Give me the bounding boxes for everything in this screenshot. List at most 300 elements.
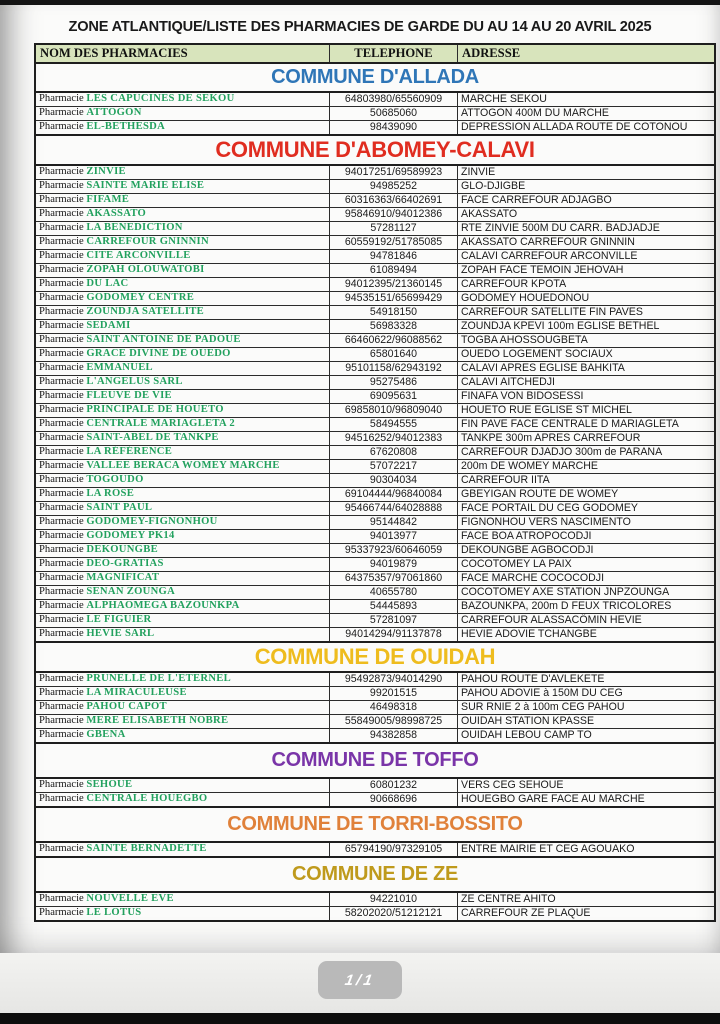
pharmacy-row <box>35 165 715 180</box>
pharmacy-address-cell: GLO-DJIGBE <box>458 180 716 194</box>
pharmacy-row <box>35 264 715 278</box>
pharmacy-name-cell <box>35 390 330 404</box>
pharmacy-prefix: Pharmacie <box>39 779 84 791</box>
pharmacy-name: DEKOUNGBE <box>86 544 158 556</box>
pharmacy-row <box>35 208 715 222</box>
pharmacy-name-cell <box>35 418 330 432</box>
pharmacy-name-cell <box>35 488 330 502</box>
pharmacy-row <box>35 194 715 208</box>
pharmacy-prefix: Pharmacie <box>39 418 84 430</box>
viewer-background <box>0 953 720 1013</box>
pharmacy-address-cell: HOUEGBO GARE FACE AU MARCHE <box>458 793 716 808</box>
pharmacy-address-cell: ZE CENTRE AHITO <box>458 892 716 907</box>
pharmacy-prefix: Pharmacie <box>39 600 84 612</box>
section-header-row <box>35 857 715 892</box>
photo-bottom-black-bar <box>0 1013 720 1024</box>
pharmacy-address-cell: FINAFA VON BIDOSESSI <box>458 390 716 404</box>
pharmacy-name-cell <box>35 544 330 558</box>
pharmacy-name: SEDAMI <box>86 320 131 332</box>
pharmacy-address-cell: CALAVI CARREFOUR ARCONVILLE <box>458 250 716 264</box>
section-header-row <box>35 135 715 165</box>
pharmacy-name-cell <box>35 892 330 907</box>
pharmacy-phone-cell: 95101158/62943192 <box>330 362 458 376</box>
pharmacy-row <box>35 348 715 362</box>
pharmacy-name-cell <box>35 729 330 744</box>
pharmacy-phone-cell: 60559192/51785085 <box>330 236 458 250</box>
pharmacy-phone-cell: 94516252/94012383 <box>330 432 458 446</box>
pharmacy-row <box>35 778 715 793</box>
pharmacy-phone-cell: 95846910/94012386 <box>330 208 458 222</box>
pharmacy-name: PRUNELLE DE L'ETERNEL <box>86 673 232 685</box>
pharmacy-name-cell <box>35 516 330 530</box>
pharmacy-name: EL-BETHESDA <box>86 121 166 133</box>
pharmacy-prefix: Pharmacie <box>39 292 84 304</box>
pharmacy-phone-cell: 65794190/97329105 <box>330 842 458 857</box>
section-title: COMMUNE D'ALLADA <box>271 66 479 88</box>
pharmacy-row <box>35 729 715 744</box>
section-title: COMMUNE DE TOFFO <box>271 749 479 771</box>
pharmacy-name-cell <box>35 432 330 446</box>
pharmacy-row <box>35 614 715 628</box>
pharmacy-name: ZINVIE <box>86 166 126 178</box>
pharmacy-address-cell: RTE ZINVIE 500M DU CARR. BADJADJE <box>458 222 716 236</box>
pharmacy-name-cell <box>35 320 330 334</box>
pharmacy-prefix: Pharmacie <box>39 306 84 318</box>
pharmacy-phone-cell: 94221010 <box>330 892 458 907</box>
pharmacy-address-cell: FIN PAVE FACE CENTRALE D MARIAGLETA <box>458 418 716 432</box>
pharmacy-prefix: Pharmacie <box>39 93 84 105</box>
pharmacy-phone-cell: 69104444/96840084 <box>330 488 458 502</box>
pharmacy-address-cell: FIGNONHOU VERS NASCIMENTO <box>458 516 716 530</box>
pharmacy-row <box>35 672 715 687</box>
pharmacy-phone-cell: 90668696 <box>330 793 458 808</box>
pharmacy-name: CARREFOUR GNINNIN <box>86 236 209 248</box>
pharmacy-phone-cell: 55849005/98998725 <box>330 715 458 729</box>
pharmacy-prefix: Pharmacie <box>39 194 84 206</box>
pharmacy-address-cell: FACE BOA ATROPOCODJI <box>458 530 716 544</box>
pharmacy-name: GODOMEY CENTRE <box>86 292 195 304</box>
pharmacy-phone-cell: 58494555 <box>330 418 458 432</box>
photo-top-black-bar <box>0 0 720 5</box>
pharmacy-name: ZOPAH OLOUWATOBI <box>86 264 205 276</box>
pharmacy-row <box>35 334 715 348</box>
pharmacy-prefix: Pharmacie <box>39 586 84 598</box>
pharmacy-name: CITE ARCONVILLE <box>86 250 191 262</box>
pharmacy-name: PRINCIPALE DE HOUETO <box>86 404 224 416</box>
pharmacy-row <box>35 488 715 502</box>
pharmacy-prefix: Pharmacie <box>39 907 84 919</box>
pharmacy-phone-cell: 94019879 <box>330 558 458 572</box>
pharmacy-prefix: Pharmacie <box>39 446 84 458</box>
pharmacy-row <box>35 446 715 460</box>
pharmacy-prefix: Pharmacie <box>39 614 84 626</box>
pharmacy-phone-cell: 95337923/60646059 <box>330 544 458 558</box>
pharmacy-phone-cell: 54445893 <box>330 600 458 614</box>
pharmacy-name-cell <box>35 180 330 194</box>
pharmacy-address-cell: HEVIE ADOVIE TCHANGBE <box>458 628 716 643</box>
pharmacy-name-cell <box>35 572 330 586</box>
page-indicator-text: 1/1 <box>343 971 377 989</box>
pharmacy-name: L'ANGELUS SARL <box>86 376 183 388</box>
pharmacy-prefix: Pharmacie <box>39 236 84 248</box>
pharmacy-prefix: Pharmacie <box>39 544 84 556</box>
section-title: COMMUNE DE ZE <box>291 863 459 885</box>
pharmacy-phone-cell: 66460622/96088562 <box>330 334 458 348</box>
pharmacy-name-cell <box>35 208 330 222</box>
pharmacy-name: LE LOTUS <box>86 907 142 919</box>
pharmacy-phone-cell: 90304034 <box>330 474 458 488</box>
pharmacy-name: SAINT-ABEL DE TANKPE <box>86 432 219 444</box>
pharmacy-name: CENTRALE MARIAGLETA 2 <box>86 418 235 430</box>
pharmacy-name: LES CAPUCINES DE SEKOU <box>86 93 235 105</box>
pharmacy-address-cell: CARREFOUR DJADJO 300m de PARANA <box>458 446 716 460</box>
table-header-row <box>35 44 715 63</box>
section-header-row <box>35 807 715 842</box>
pharmacy-name-cell <box>35 194 330 208</box>
pharmacy-row <box>35 278 715 292</box>
pharmacy-name-cell <box>35 264 330 278</box>
pharmacy-phone-cell: 61089494 <box>330 264 458 278</box>
pharmacy-row <box>35 530 715 544</box>
pharmacy-row <box>35 320 715 334</box>
pharmacy-address-cell: ENTRE MAIRIE ET CEG AGOUAKO <box>458 842 716 857</box>
pharmacy-name: ALPHAOMEGA BAZOUNKPA <box>86 600 240 612</box>
pharmacy-prefix: Pharmacie <box>39 893 84 905</box>
pharmacy-name-cell <box>35 92 330 107</box>
pharmacy-row <box>35 715 715 729</box>
pharmacy-name-cell <box>35 502 330 516</box>
pharmacy-address-cell: CALAVI APRES EGLISE BAHKITA <box>458 362 716 376</box>
section-header-cell <box>35 642 715 672</box>
section-header-row <box>35 63 715 92</box>
pharmacy-prefix: Pharmacie <box>39 729 84 741</box>
pharmacy-address-cell: CARREFOUR IITA <box>458 474 716 488</box>
pharmacy-address-cell: CARREFOUR ZE PLAQUE <box>458 907 716 922</box>
pharmacy-name-cell <box>35 558 330 572</box>
pharmacy-name-cell <box>35 687 330 701</box>
pharmacy-prefix: Pharmacie <box>39 628 84 640</box>
pharmacy-phone-cell: 99201515 <box>330 687 458 701</box>
pharmacy-prefix: Pharmacie <box>39 488 84 500</box>
pharmacy-address-cell: SUR RNIE 2 à 100m CEG PAHOU <box>458 701 716 715</box>
column-header-telephone: TELEPHONE <box>330 44 458 63</box>
pharmacy-address-cell: CARREFOUR ALASSACÔMIN HEVIE <box>458 614 716 628</box>
pharmacy-address-cell: PAHOU ROUTE D'AVLEKETE <box>458 672 716 687</box>
pharmacy-address-cell: FACE PORTAIL DU CEG GODOMEY <box>458 502 716 516</box>
pharmacy-name: SAINT ANTOINE DE PADOUE <box>86 334 241 346</box>
pharmacies-table <box>34 43 716 922</box>
pharmacy-row <box>35 572 715 586</box>
pharmacy-phone-cell: 58202020/51212121 <box>330 907 458 922</box>
pharmacy-prefix: Pharmacie <box>39 264 84 276</box>
section-header-cell <box>35 807 715 842</box>
pharmacy-row <box>35 687 715 701</box>
pharmacy-address-cell: CARREFOUR SATELLITE FIN PAVES <box>458 306 716 320</box>
section-header-row <box>35 642 715 672</box>
pharmacy-name-cell <box>35 628 330 643</box>
pharmacy-prefix: Pharmacie <box>39 121 84 133</box>
pharmacy-phone-cell: 60316363/66402691 <box>330 194 458 208</box>
pharmacy-prefix: Pharmacie <box>39 208 84 220</box>
pharmacy-phone-cell: 94781846 <box>330 250 458 264</box>
pharmacy-phone-cell: 69095631 <box>330 390 458 404</box>
table-body <box>35 63 715 921</box>
pharmacy-name-cell <box>35 121 330 136</box>
pharmacy-row <box>35 586 715 600</box>
pharmacy-name: ATTOGON <box>86 107 142 119</box>
pharmacy-name-cell <box>35 672 330 687</box>
pharmacy-row <box>35 292 715 306</box>
section-header-cell <box>35 743 715 778</box>
pharmacy-phone-cell: 95275486 <box>330 376 458 390</box>
pharmacy-name-cell <box>35 586 330 600</box>
pharmacy-name: AKASSATO <box>86 208 147 220</box>
pharmacy-phone-cell: 69858010/96809040 <box>330 404 458 418</box>
pharmacy-name: MERE ELISABETH NOBRE <box>86 715 229 727</box>
pharmacy-row <box>35 600 715 614</box>
pharmacy-name: TOGOUDO <box>86 474 144 486</box>
pharmacy-name: SAINTE BERNADETTE <box>86 843 207 855</box>
pharmacy-address-cell: DEKOUNGBE AGBOCODJI <box>458 544 716 558</box>
pharmacy-name: LE FIGUIER <box>86 614 152 626</box>
pharmacy-name: ZOUNDJA SATELLITE <box>86 306 205 318</box>
pharmacy-phone-cell: 57281097 <box>330 614 458 628</box>
pharmacy-name-cell <box>35 107 330 121</box>
pharmacy-phone-cell: 57072217 <box>330 460 458 474</box>
pharmacy-row <box>35 306 715 320</box>
pharmacy-name: SEHOUE <box>86 779 133 791</box>
section-title: COMMUNE DE OUIDAH <box>254 644 496 669</box>
pharmacy-prefix: Pharmacie <box>39 432 84 444</box>
pharmacy-address-cell: OUEDO LOGEMENT SOCIAUX <box>458 348 716 362</box>
pharmacy-name-cell <box>35 842 330 857</box>
section-header-cell <box>35 135 715 165</box>
pharmacy-row <box>35 390 715 404</box>
pharmacy-name-cell <box>35 250 330 264</box>
pharmacy-address-cell: ATTOGON 400M DU MARCHE <box>458 107 716 121</box>
pharmacy-prefix: Pharmacie <box>39 320 84 332</box>
pharmacy-row <box>35 516 715 530</box>
section-title: COMMUNE D'ABOMEY-CALAVI <box>215 137 535 162</box>
pharmacy-name: LA ROSE <box>86 488 135 500</box>
pharmacy-row <box>35 236 715 250</box>
pharmacy-name: DEO-GRATIAS <box>86 558 164 570</box>
pharmacy-row <box>35 418 715 432</box>
pharmacy-name-cell <box>35 165 330 180</box>
pharmacy-phone-cell: 40655780 <box>330 586 458 600</box>
pharmacy-name-cell <box>35 715 330 729</box>
pharmacy-row <box>35 107 715 121</box>
pharmacy-row <box>35 544 715 558</box>
pharmacy-row <box>35 842 715 857</box>
pharmacy-row <box>35 892 715 907</box>
pharmacy-name: SAINT PAUL <box>86 502 153 514</box>
pharmacy-name: PAHOU CAPOT <box>86 701 167 713</box>
pharmacy-phone-cell: 94013977 <box>330 530 458 544</box>
pharmacy-address-cell: OUIDAH LEBOU CAMP TO <box>458 729 716 744</box>
pharmacy-address-cell: GODOMEY HOUEDONOU <box>458 292 716 306</box>
section-header-row <box>35 743 715 778</box>
pharmacy-row <box>35 502 715 516</box>
pharmacy-address-cell: ZOPAH FACE TEMOIN JEHOVAH <box>458 264 716 278</box>
pharmacy-phone-cell: 64803980/65560909 <box>330 92 458 107</box>
pharmacy-prefix: Pharmacie <box>39 502 84 514</box>
pharmacy-row <box>35 250 715 264</box>
pharmacy-prefix: Pharmacie <box>39 843 84 855</box>
pharmacy-prefix: Pharmacie <box>39 715 84 727</box>
pharmacy-prefix: Pharmacie <box>39 460 84 472</box>
pharmacy-row <box>35 628 715 643</box>
pharmacy-phone-cell: 94012395/21360145 <box>330 278 458 292</box>
pharmacy-address-cell: BAZOUNKPA, 200m D FEUX TRICOLORES <box>458 600 716 614</box>
section-title: COMMUNE DE TORRI-BOSSITO <box>227 813 523 835</box>
pharmacy-name: FIFAMÈ <box>86 194 130 206</box>
pharmacy-row <box>35 222 715 236</box>
pharmacy-row <box>35 474 715 488</box>
pharmacy-phone-cell: 67620808 <box>330 446 458 460</box>
pharmacy-phone-cell: 94382858 <box>330 729 458 744</box>
section-header-cell <box>35 63 715 92</box>
pharmacy-name-cell <box>35 614 330 628</box>
pharmacy-phone-cell: 95466744/64028888 <box>330 502 458 516</box>
pharmacy-phone-cell: 56983328 <box>330 320 458 334</box>
pharmacy-name-cell <box>35 334 330 348</box>
pharmacy-prefix: Pharmacie <box>39 334 84 346</box>
pharmacy-name: FLEUVE DE VIE <box>86 390 172 402</box>
page-indicator-badge <box>318 961 402 999</box>
pharmacy-name-cell <box>35 460 330 474</box>
pharmacy-prefix: Pharmacie <box>39 278 84 290</box>
pharmacy-row <box>35 362 715 376</box>
pharmacy-prefix: Pharmacie <box>39 362 84 374</box>
pharmacy-prefix: Pharmacie <box>39 166 84 178</box>
pharmacy-name: SENAN ZOUNGA <box>86 586 176 598</box>
pharmacy-phone-cell: 57281127 <box>330 222 458 236</box>
pharmacy-address-cell: CARREFOUR KPOTA <box>458 278 716 292</box>
pharmacy-name-cell <box>35 600 330 614</box>
pharmacy-row <box>35 404 715 418</box>
page-title: ZONE ATLANTIQUE/LISTE DES PHARMACIES DE GARDE DU AU 14 AU 20 AVRIL 2025 <box>68 19 652 35</box>
column-header-adresse: ADRESSE <box>458 44 716 63</box>
pharmacy-name: CENTRALE HOUEGBO <box>86 793 208 805</box>
pharmacy-prefix: Pharmacie <box>39 530 84 542</box>
pharmacy-phone-cell: 94017251/69589923 <box>330 165 458 180</box>
pharmacy-name-cell <box>35 236 330 250</box>
pharmacy-address-cell: CALAVI AITCHEDJI <box>458 376 716 390</box>
pharmacy-row <box>35 376 715 390</box>
pharmacy-name: VALLEE BERACA WOMEY MARCHE <box>86 460 280 472</box>
pharmacy-phone-cell: 95144842 <box>330 516 458 530</box>
pharmacy-address-cell: ZINVIE <box>458 165 716 180</box>
pharmacy-prefix: Pharmacie <box>39 250 84 262</box>
pharmacy-address-cell: ZOUNDJA KPEVI 100m EGLISE BETHEL <box>458 320 716 334</box>
pharmacy-prefix: Pharmacie <box>39 701 84 713</box>
pharmacy-address-cell: FACE MARCHE COCOCODJI <box>458 572 716 586</box>
pharmacy-phone-cell: 65801640 <box>330 348 458 362</box>
pharmacy-name: HEVIE SARL <box>86 628 155 640</box>
pharmacy-name-cell <box>35 793 330 808</box>
pharmacy-name: LA MIRACULEUSE <box>86 687 187 699</box>
pharmacy-address-cell: AKASSATO CARREFOUR GNINNIN <box>458 236 716 250</box>
pharmacy-prefix: Pharmacie <box>39 516 84 528</box>
pharmacy-row <box>35 558 715 572</box>
pharmacy-prefix: Pharmacie <box>39 180 84 192</box>
pharmacy-address-cell: DEPRESSION ALLADA ROUTE DE COTONOU <box>458 121 716 136</box>
pharmacy-name-cell <box>35 404 330 418</box>
pharmacy-address-cell: COCOTOMEY AXE STATION JNPZOUNGA <box>458 586 716 600</box>
pharmacy-name-cell <box>35 376 330 390</box>
pharmacy-name: LA BENEDICTION <box>86 222 183 234</box>
pharmacy-name: GODOMEY PK14 <box>86 530 175 542</box>
pharmacy-phone-cell: 60801232 <box>330 778 458 793</box>
pharmacy-name: EMMANUEL <box>86 362 153 374</box>
pharmacy-row <box>35 907 715 922</box>
pharmacy-prefix: Pharmacie <box>39 793 84 805</box>
pharmacy-phone-cell: 94014294/91137878 <box>330 628 458 643</box>
pharmacy-name: GBENA <box>86 729 126 741</box>
pharmacy-name: NOUVELLE EVE <box>86 893 174 905</box>
pharmacy-row <box>35 92 715 107</box>
section-header-cell <box>35 857 715 892</box>
pharmacy-name: LA RÉFÉRENCE <box>86 446 173 458</box>
pharmacy-name-cell <box>35 222 330 236</box>
pharmacy-name: MAGNIFICAT <box>86 572 160 584</box>
pharmacy-name-cell <box>35 278 330 292</box>
pharmacy-phone-cell: 54918150 <box>330 306 458 320</box>
document-photo <box>0 5 720 953</box>
pharmacy-address-cell: FACE CARREFOUR ADJAGBO <box>458 194 716 208</box>
pharmacy-name-cell <box>35 362 330 376</box>
pharmacy-address-cell: HOUETO RUE EGLISE ST MICHEL <box>458 404 716 418</box>
pharmacy-prefix: Pharmacie <box>39 474 84 486</box>
pharmacy-prefix: Pharmacie <box>39 558 84 570</box>
pharmacy-name-cell <box>35 292 330 306</box>
pharmacy-name: GRACE DIVINE DE OUEDO <box>86 348 231 360</box>
pharmacy-phone-cell: 46498318 <box>330 701 458 715</box>
pharmacy-address-cell: TOGBA AHOSSOUGBETA <box>458 334 716 348</box>
pharmacy-address-cell: TANKPE 300m APRES CARREFOUR <box>458 432 716 446</box>
pharmacy-phone-cell: 64375357/97061860 <box>330 572 458 586</box>
pharmacy-prefix: Pharmacie <box>39 222 84 234</box>
pharmacy-prefix: Pharmacie <box>39 107 84 119</box>
pharmacy-address-cell: AKASSATO <box>458 208 716 222</box>
pharmacy-address-cell: OUIDAH STATION KPASSE <box>458 715 716 729</box>
pharmacy-row <box>35 121 715 136</box>
pharmacy-phone-cell: 50685060 <box>330 107 458 121</box>
pharmacy-prefix: Pharmacie <box>39 376 84 388</box>
pharmacy-address-cell: VERS CEG SEHOUE <box>458 778 716 793</box>
pharmacy-address-cell: GBEYIGAN ROUTE DE WOMEY <box>458 488 716 502</box>
pharmacy-row <box>35 432 715 446</box>
pharmacy-phone-cell: 94985252 <box>330 180 458 194</box>
pharmacy-prefix: Pharmacie <box>39 572 84 584</box>
pharmacy-address-cell: 200m DE WOMEY MARCHE <box>458 460 716 474</box>
pharmacy-name-cell <box>35 701 330 715</box>
pharmacy-name-cell <box>35 530 330 544</box>
pharmacy-prefix: Pharmacie <box>39 404 84 416</box>
pharmacy-address-cell: COCOTOMEY LA PAIX <box>458 558 716 572</box>
pharmacy-row <box>35 460 715 474</box>
pharmacy-name-cell <box>35 474 330 488</box>
pharmacy-row <box>35 180 715 194</box>
pharmacy-name-cell <box>35 348 330 362</box>
pharmacy-name: DU LAC <box>86 278 129 290</box>
pharmacy-prefix: Pharmacie <box>39 390 84 402</box>
pharmacy-address-cell: PAHOU ADOVIE à 150M DU CEG <box>458 687 716 701</box>
pharmacy-phone-cell: 95492873/94014290 <box>330 672 458 687</box>
pharmacy-row <box>35 793 715 808</box>
pharmacy-row <box>35 701 715 715</box>
